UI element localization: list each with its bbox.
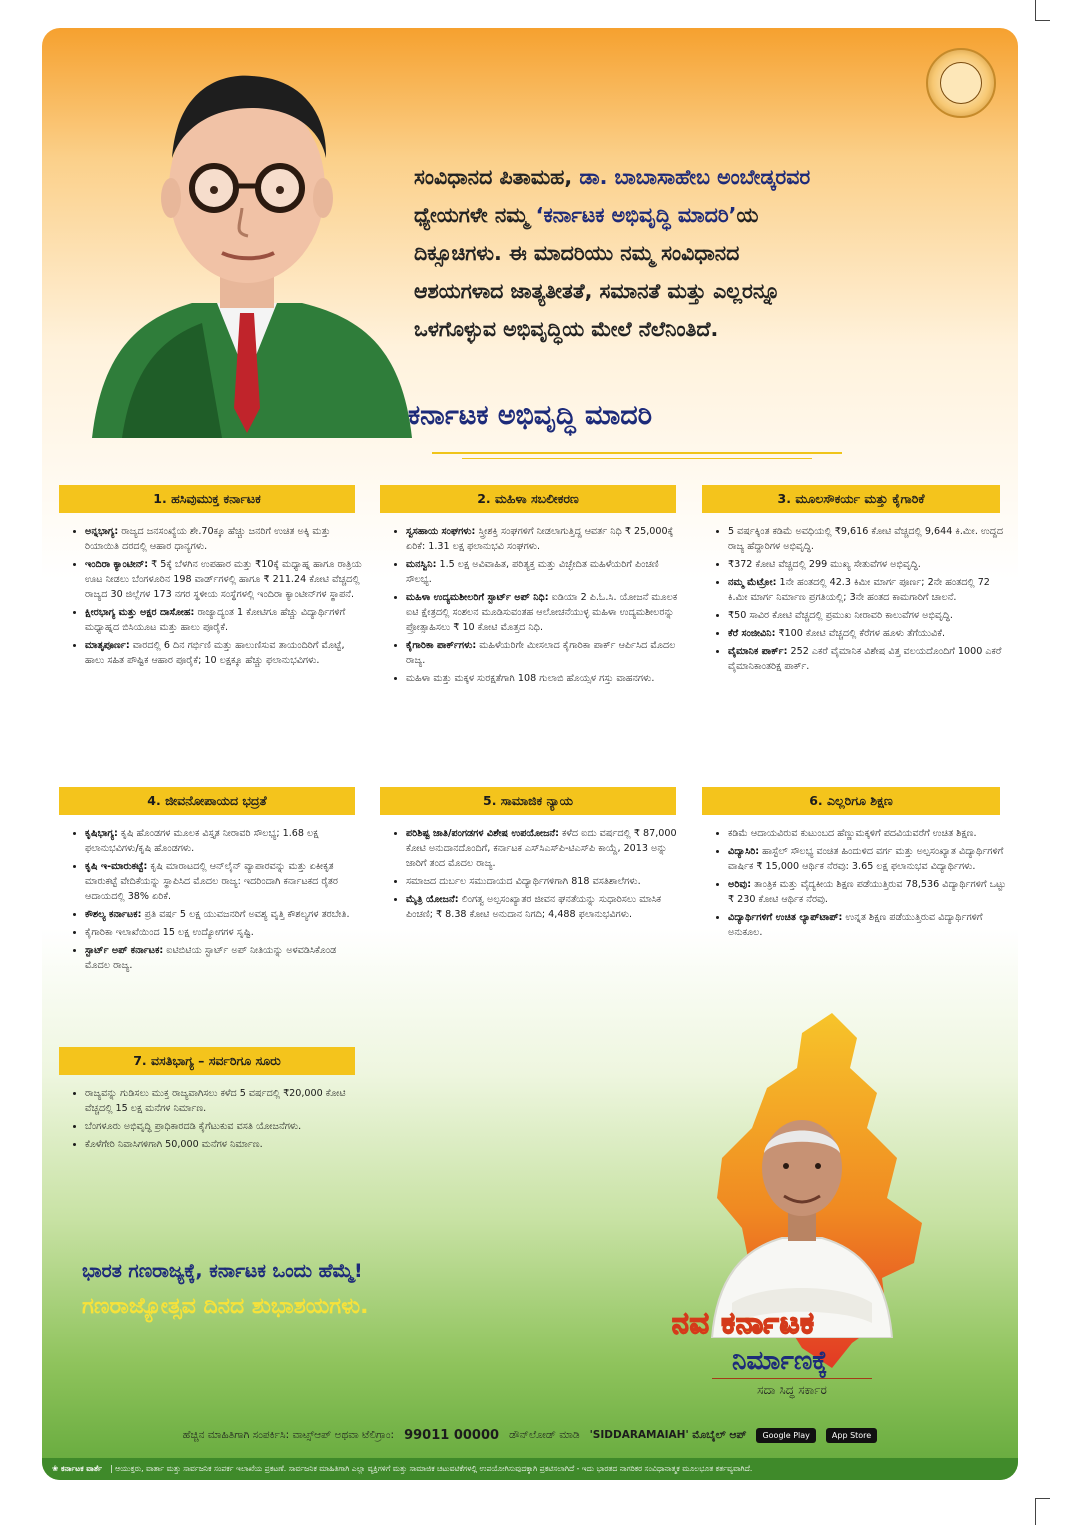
greeting-line-1: ಭಾರತ ಗಣರಾಜ್ಯಕ್ಕೆ, ಕರ್ನಾಟಕ ಒಂದು ಹೆಮ್ಮೆ! <box>82 1260 363 1282</box>
quote-line-2-model: ‘ಕರ್ನಾಟಕ ಅಭಿವೃದ್ಧಿ ಮಾದರಿ’ <box>535 203 737 227</box>
section-list-1 <box>59 524 363 671</box>
item-text: ₹ 5ಕ್ಕೆ ಬೆಳಗಿನ ಉಪಹಾರ ಮತ್ತು ₹10ಕ್ಕೆ ಮಧ್ಯಾಹ್ನ ಹಾಗೂ ರಾತ್ರಿಯ ಊಟ ನೀಡಲು ಬೆಂಗಳೂರಿನ 198 ವಾರ್ಡ್‌ಗಳಲ್ಲಿ ಹಾಗೂ ₹ 211.24 ಕೋಟಿ ವೆಚ್ಚದಲ್ಲಿ ರಾಜ್ಯದ 30 ಜಿಲ್ಲೆಗಳ 173 ನಗರ ಸ್ಥಳೀಯ ಸಂಸ್ಥೆಗಳಲ್ಲಿ ಇಂದಿರಾ ಕ್ಯಾಂಟೀನ್‌ಗಳ ಸ್ಥಾಪನೆ. <box>85 559 362 600</box>
list-item <box>728 557 1008 572</box>
item-text: ₹100 ಕೋಟಿ ವೆಚ್ಚದಲ್ಲಿ ಕೆರೆಗಳ ಹೂಳು ತೆಗೆಯುವಿಕೆ. <box>775 628 946 639</box>
list-item <box>728 877 1008 907</box>
item-label: ವಿದ್ಯಾಸಿರಿ: <box>728 846 760 857</box>
item-label: ಇಂದಿರಾ ಕ್ಯಾಂಟೀನ್: <box>85 559 149 570</box>
item-text: ಮಹಿಳೆಯರಿಗೇ ಮೀಸಲಾದ ಕೈಗಾರಿಕಾ ಪಾರ್ಕ್ ಆರ್ಪಿಸಿದ ಮೊದಲ ರಾಜ್ಯ. <box>406 640 676 666</box>
item-label: ಮೈತ್ರಿ ಯೋಜನೆ: <box>406 894 459 905</box>
section-heading-7: 7. ವಸತಿಭಾಗ್ಯ – ಸರ್ವರಿಗೂ ಸೂರು <box>59 1047 355 1075</box>
item-text: ಕೊಳೆಗೇರಿ ನಿವಾಸಿಗಳಿಗಾಗಿ 50,000 ಮನೆಗಳ ನಿರ್ಮಾಣ. <box>85 1139 263 1150</box>
poster <box>42 28 1018 1480</box>
list-item <box>85 1137 363 1152</box>
section-heading-2: 2. ಮಹಿಳಾ ಸಬಲೀಕರಣ <box>380 485 676 513</box>
list-item <box>728 575 1008 605</box>
item-text: ಸ್ತ್ರೀಶಕ್ತಿ ಸಂಘಗಳಿಗೆ ನೀಡಲಾಗುತ್ತಿದ್ದ ಆವರ್ತ ನಿಧಿ ₹ 25,000ಕ್ಕೆ ಏರಿಕೆ: 1.31 ಲಕ್ಷ ಫಲಾನುಭವಿ ಸಂಘಗಳು. <box>406 526 674 552</box>
google-play-badge[interactable]: Google Play <box>756 1428 815 1443</box>
section-heading-5: 5. ಸಾಮಾಜಿಕ ನ್ಯಾಯ <box>380 787 676 815</box>
footer-text: | ಆಯುಕ್ತರು, ವಾರ್ತಾ ಮತ್ತು ಸಾರ್ವಜನಿಕ ಸಂಪರ್ಕ ಇಲಾಖೆಯ ಪ್ರಕಟಣೆ. ಸಾರ್ವಜನಿಕ ಮಾಹಿತಿಗಾಗಿ ಎಲ್ಲಾ ವ್ಯಕ್ತಿಗಳಿಗೆ ಮತ್ತು ಸಾಮಾಜಿಕ ಚಟುವಟಿಕೆಗಳಲ್ಲಿ ಉಪಯೋಗಿಸುವುದಕ್ಕಾಗಿ ಪ್ರಕಟಿಸಲಾಗಿದೆ - ಇದು ಭಾರತದ ನಾಗರಿಕರ ಸಂವಿಧಾನಾತ್ಮಕ ಮೂಲಭೂತ ಕರ್ತವ್ಯವಾಗಿದೆ. <box>110 1464 753 1473</box>
list-item <box>85 907 363 922</box>
list-item <box>728 608 1008 623</box>
model-title: ಕರ್ನಾಟಕ ಅಭಿವೃದ್ಧಿ ಮಾದರಿ <box>408 400 652 431</box>
crop-mark-bottom <box>1035 1498 1050 1525</box>
item-label: ವಿದ್ಯಾರ್ಥಿಗಳಿಗೆ ಉಚಿತ ಲ್ಯಾಪ್‌ಟಾಪ್: <box>728 912 843 923</box>
item-text: ₹372 ಕೋಟಿ ವೆಚ್ಚದಲ್ಲಿ 299 ಮುಖ್ಯ ಸೇತುವೆಗಳ ಅಭಿವೃದ್ಧಿ. <box>728 559 921 570</box>
list-item <box>85 557 363 602</box>
list-item <box>406 638 684 668</box>
quote-line-5: ಒಳಗೊಳ್ಳುವ ಅಭಿವೃದ್ಧಿಯ ಮೇಲೆ ನೆಲೆನಿಂತಿದೆ. <box>414 317 719 341</box>
item-text: ಹಾಸ್ಟೆಲ್ ಸೌಲಭ್ಯ ವಂಚಿತ ಹಿಂದುಳಿದ ವರ್ಗ ಮತ್ತು ಅಲ್ಪಸಂಖ್ಯಾತ ವಿದ್ಯಾರ್ಥಿಗಳಿಗೆ ವಾರ್ಷಿಕ ₹ 15,000 ಆರ್ಥಿಕ ನೆರವು: 3.65 ಲಕ್ಷ ಫಲಾನುಭವ ವಿದ್ಯಾರ್ಥಿಗಳು. <box>728 846 1004 872</box>
item-text: ಐಟಿಬಿಟಿಯ ಸ್ಟಾರ್ಟ್ ಅಪ್ ನೀತಿಯನ್ನು ಅಳವಡಿಸಿಕೊಂಡ ಮೊದಲ ರಾಜ್ಯ. <box>85 945 337 971</box>
item-text: ವಾರದಲ್ಲಿ 6 ದಿನ ಗರ್ಭಿಣಿ ಮತ್ತು ಹಾಲುಣಿಸುವ ತಾಯಂದಿರಿಗೆ ಮೊಟ್ಟೆ, ಹಾಲು ಸಹಿತ ಪೌಷ್ಟಿಕ ಆಹಾರ ಪೂರೈಕೆ; 10 ಲಕ್ಷಕ್ಕೂ ಹೆಚ್ಚು ಫಲಾನುಭವಿಗಳು. <box>85 640 345 666</box>
item-label: ಕೃಷಿ ಇ-ಮಾರುಕಟ್ಟೆ: <box>85 861 148 872</box>
list-item <box>85 859 363 904</box>
item-text: ಕಡಿಮೆ ಆದಾಯವಿರುವ ಕುಟುಂಬದ ಹೆಣ್ಣುಮಕ್ಕಳಿಗೆ ಪದವಿಯವರೆಗೆ ಉಚಿತ ಶಿಕ್ಷಣ. <box>728 828 977 839</box>
app-name: 'SIDDARAMAIAH' ಮೊಬೈಲ್ ಆಪ್ <box>589 1429 747 1441</box>
item-text: ಉನ್ನತ ಶಿಕ್ಷಣ ಪಡೆಯುತ್ತಿರುವ ವಿದ್ಯಾರ್ಥಿಗಳಿಗೆ ಅನುಕೂಲ. <box>728 912 983 938</box>
contact-row <box>42 1428 1018 1443</box>
item-text: ಮಹಿಳಾ ಮತ್ತು ಮಕ್ಕಳ ಸುರಕ್ಷತೆಗಾಗಿ 108 ಗುಲಾಬಿ ಹೊಯ್ಸಳ ಗಸ್ತು ವಾಹನಗಳು. <box>406 673 655 684</box>
section-list-6 <box>702 826 1008 943</box>
item-label: ಕೈಗಾರಿಕಾ ಪಾರ್ಕ್‌ಗಳು: <box>406 640 477 651</box>
item-text: 252 ಎಕರೆ ವೈಮಾನಿಕ ವಿಶೇಷ ವಿತ್ತ ವಲಯದೊಂದಿಗೆ 1000 ಎಕರೆ ವೈಮಾನಿಕಾಂತರಿಕ್ಷ ಪಾರ್ಕ್. <box>728 646 1002 672</box>
item-text: ಐಡಿಯಾ 2 ಪಿ.ಓ.ಸಿ. ಯೋಜನೆ ಮೂಲಕ ಐಟಿ ಕ್ಷೇತ್ರದಲ್ಲಿ ಸಂಶಲನ ಮೂಡಿಸುವಂತಹ ಆಲೋಚನೆಯುಳ್ಳ ಮಹಿಳಾ ಉದ್ಯಮಶೀಲರನ್ನು ಪ್ರೋತ್ಸಾಹಿಸಲು ₹ 10 ಕೋಟಿ ಮೊತ್ತದ ನಿಧಿ. <box>406 592 678 633</box>
item-text: 1ನೇ ಹಂತದಲ್ಲಿ 42.3 ಕಿಮೀ ಮಾರ್ಗ ಪೂರ್ಣ; 2ನೇ ಹಂತದಲ್ಲಿ 72 ಕಿ.ಮೀ ಮಾರ್ಗ ನಿರ್ಮಾಣ ಪ್ರಗತಿಯಲ್ಲಿ; 3ನೇ ಹಂತದ ಕಾಮಗಾರಿಗೆ ಚಾಲನೆ. <box>728 577 990 603</box>
item-text: ಕೃಷಿ ಮಾರಾಟದಲ್ಲಿ ಆನ್‌ಲೈನ್ ವ್ಯಾಪಾರವನ್ನು ಮತ್ತು ಏಕೀಕೃತ ಮಾರುಕಟ್ಟೆ ವೇದಿಕೆಯನ್ನು ಸ್ಥಾಪಿಸಿದ ಮೊದಲ ರಾಜ್ಯ: ಇದರಿಂದಾಗಿ ಕರ್ನಾಟಕದ ರೈತರ ಆದಾಯದಲ್ಲಿ 38% ಏರಿಕೆ. <box>85 861 338 902</box>
item-label: ಮಹಿಳಾ ಉದ್ಯಮಶೀಲರಿಗೆ ಸ್ಟಾರ್ಟ್ ಅಪ್ ನಿಧಿ: <box>406 592 549 603</box>
list-item <box>85 524 363 554</box>
list-item <box>406 671 684 686</box>
item-text: ಕಳೆದ ಐದು ವರ್ಷದಲ್ಲಿ ₹ 87,000 ಕೋಟಿ ಅನುದಾನದೊಂದಿಗೆ, ಕರ್ನಾಟಕ ಎಸ್‌ಸಿಎಸ್‌ಪಿ-ಟಿಎಸ್‌ಪಿ ಕಾಯ್ದೆ, 2013 ಅನ್ನು ಜಾರಿಗೆ ತಂದ ಮೊದಲ ರಾಜ್ಯ. <box>406 828 677 869</box>
section-heading-4: 4. ಜೀವನೋಪಾಯದ ಭದ್ರತೆ <box>59 787 355 815</box>
title-rule-inner <box>462 458 812 459</box>
quote-line-1-prefix: ಸಂವಿಧಾನದ ಪಿತಾಮಹ, <box>414 165 580 189</box>
item-text: ಲಿಂಗತ್ವ ಅಲ್ಪಸಂಖ್ಯಾತರ ಜೀವನ ಘನತೆಯನ್ನು ಸುಧಾರಿಸಲು ಮಾಸಿಕ ಪಿಂಚಣಿ; ₹ 8.38 ಕೋಟಿ ಅನುದಾನ ನಿಗದಿ; 4,488 ಫಲಾನುಭವಿಗಳು. <box>406 894 662 920</box>
footer-bar <box>42 1458 1018 1480</box>
list-item <box>406 874 684 889</box>
item-label: ಅನ್ನಭಾಗ್ಯ: <box>85 526 119 537</box>
item-label: ಮಾತೃಪೂರ್ಣ: <box>85 640 130 651</box>
item-label: ಮನಸ್ವಿನಿ: <box>406 559 437 570</box>
section-list-2 <box>380 524 684 689</box>
list-item <box>728 524 1008 554</box>
quote-line-2-prefix: ಧ್ಯೇಯಗಳೇ ನಮ್ಮ <box>414 203 536 227</box>
download-label: ಡೌನ್‌ಲೋಡ್ ಮಾಡಿ <box>509 1429 580 1441</box>
emblem-seal <box>940 62 982 104</box>
item-label: ಸ್ಟಾರ್ಟ್ ಅಪ್ ಕರ್ನಾಟಕ: <box>85 945 164 956</box>
item-label: ಕೃಷಿಭಾಗ್ಯ: <box>85 828 118 839</box>
item-label: ವೈಮಾನಿಕ ಪಾರ್ಕ್: <box>728 646 788 657</box>
item-text: ಸಮಾಜದ ದುರ್ಬಲ ಸಮುದಾಯದ ವಿದ್ಯಾರ್ಥಿಗಳಿಗಾಗಿ 818 ವಸತಿಶಾಲೆಗಳು. <box>406 876 641 887</box>
footer-brand: ❀ ಕರ್ನಾಟಕ ವಾರ್ತೆ <box>52 1464 103 1473</box>
list-item <box>406 892 684 922</box>
section-list-4 <box>59 826 363 976</box>
quote-line-4: ಆಶಯಗಳಾದ ಜಾತ್ಯತೀತತೆ, ಸಮಾನತೆ ಮತ್ತು ಎಲ್ಲರನ್ನೂ <box>414 279 781 303</box>
list-item <box>728 626 1008 641</box>
list-item <box>85 1086 363 1116</box>
section-list-7 <box>59 1086 363 1155</box>
item-label: ಸ್ವಸಹಾಯ ಸಂಘಗಳು: <box>406 526 476 537</box>
section-heading-3: 3. ಮೂಲಸೌಕರ್ಯ ಮತ್ತು ಕೈಗಾರಿಕೆ <box>702 485 1000 513</box>
list-item <box>406 590 684 635</box>
title-rule <box>432 452 842 454</box>
list-item <box>728 910 1008 940</box>
item-text: ₹50 ಸಾವಿರ ಕೋಟಿ ವೆಚ್ಚದಲ್ಲಿ ಪ್ರಮುಖ ನೀರಾವರಿ ಕಾಲುವೆಗಳ ಅಭಿವೃದ್ಧಿ. <box>728 610 953 621</box>
intro-quote <box>414 158 1004 348</box>
crop-mark-top <box>1035 0 1050 21</box>
item-label: ಅರಿವು: <box>728 879 752 890</box>
list-item <box>406 557 684 587</box>
item-text: ರಾಜ್ಯವನ್ನು ಗುಡಿಸಲು ಮುಕ್ತ ರಾಜ್ಯವಾಗಿಸಲು ಕಳೆದ 5 ವರ್ಷದಲ್ಲಿ ₹20,000 ಕೋಟಿ ವೆಚ್ಚದಲ್ಲಿ 15 ಲಕ್ಷ ಮನೆಗಳ ನಿರ್ಮಾಣ. <box>85 1088 346 1114</box>
item-text: ರಾಜ್ಯದ ಜನಸಂಖ್ಯೆಯ ಶೇ.70ಕ್ಕೂ ಹೆಚ್ಚು ಜನರಿಗೆ ಉಚಿತ ಅಕ್ಕಿ ಮತ್ತು ರಿಯಾಯಿತಿ ದರದಲ್ಲಿ ಆಹಾರ ಧಾನ್ಯಗಳು. <box>85 526 331 552</box>
section-heading-1: 1. ಹಸಿವುಮುಕ್ತ ಕರ್ನಾಟಕ <box>59 485 355 513</box>
contact-prefix: ಹೆಚ್ಚಿನ ಮಾಹಿತಿಗಾಗಿ ಸಂಪರ್ಕಿಸಿ: ವಾಟ್ಸ್‌ಆಪ್ ಅಥವಾ ಟೆಲಿಗ್ರಾಂ: <box>182 1429 395 1441</box>
item-text: ರಾಜ್ಯಾದ್ಯಂತ 1 ಕೋಟಿಗೂ ಹೆಚ್ಚು ವಿದ್ಯಾರ್ಥಿಗಳಿಗೆ ಮಧ್ಯಾಹ್ನದ ಬಿಸಿಯೂಟ ಮತ್ತು ಹಾಲು ಪೂರೈಕೆ. <box>85 607 346 633</box>
list-item <box>85 943 363 973</box>
item-text: 5 ವರ್ಷಕ್ಕಿಂತ ಕಡಿಮೆ ಅವಧಿಯಲ್ಲಿ ₹9,616 ಕೋಟಿ ವೆಚ್ಚದಲ್ಲಿ 9,644 ಕಿ.ಮೀ. ಉದ್ದದ ರಾಜ್ಯ ಹೆದ್ದಾರಿಗಳ ಅಭಿವೃದ್ಧಿ. <box>728 526 1004 552</box>
tagline-line-1: ನವ ಕರ್ನಾಟಕ <box>672 1306 815 1341</box>
list-item <box>85 826 363 856</box>
app-store-badge[interactable]: App Store <box>826 1428 877 1443</box>
section-list-3 <box>702 524 1008 677</box>
item-text: ಬೆಂಗಳೂರು ಅಭಿವೃದ್ಧಿ ಪ್ರಾಧಿಕಾರದಡಿ ಕೈಗೆಟುಕುವ ವಸತಿ ಯೋಜನೆಗಳು. <box>85 1121 302 1132</box>
item-label: ಕ್ಷೀರಭಾಗ್ಯ ಮತ್ತು ಅಕ್ಷರ ದಾಸೋಹ: <box>85 607 195 618</box>
item-text: ಕೈಗಾರಿಕಾ ಇಲಾಖೆಯಿಂದ 15 ಲಕ್ಷ ಉದ್ಯೋಗಗಳ ಸೃಷ್ಟಿ. <box>85 927 254 938</box>
section-list-5 <box>380 826 684 925</box>
greeting-line-2: ಗಣರಾಜ್ಯೋತ್ಸವ ದಿನದ ಶುಭಾಶಯಗಳು. <box>82 1294 369 1319</box>
quote-line-2-suffix: ಯ <box>736 203 759 227</box>
quote-line-3: ದಿಕ್ಸೂಚಿಗಳು. ಈ ಮಾದರಿಯು ನಮ್ಮ ಸಂವಿಧಾನದ <box>414 241 740 265</box>
list-item <box>85 638 363 668</box>
item-text: ಕೃಷಿ ಹೊಂಡಗಳ ಮೂಲಕ ವಿಸ್ತೃತ ನೀರಾವರಿ ಸೌಲಭ್ಯ; 1.68 ಲಕ್ಷ ಫಲಾನುಭವಿಗಳು/ಕೃಷಿ ಹೊಂಡಗಳು. <box>85 828 319 854</box>
section-heading-6: 6. ಎಲ್ಲರಿಗೂ ಶಿಕ್ಷಣ <box>702 787 1000 815</box>
item-label: ನಮ್ಮ ಮೆಟ್ರೋ: <box>728 577 777 588</box>
item-label: ಕೌಶಲ್ಯ ಕರ್ನಾಟಕ: <box>85 909 142 920</box>
list-item <box>85 605 363 635</box>
karnataka-emblem-icon <box>926 48 996 118</box>
contact-number[interactable]: 99011 00000 <box>404 1428 500 1443</box>
quote-line-2 <box>414 196 1004 234</box>
list-item <box>85 925 363 940</box>
ambedkar-portrait <box>82 48 412 438</box>
chief-minister-photo <box>702 1088 902 1338</box>
item-text: ಪ್ರತಿ ವರ್ಷ 5 ಲಕ್ಷ ಯುವಜನರಿಗೆ ಅವಶ್ಯ ವೃತ್ತಿ ಕೌಶಲ್ಯಗಳ ತರಬೇತಿ. <box>141 909 350 920</box>
list-item <box>406 826 684 871</box>
item-text: ತಾಂತ್ರಿಕ ಮತ್ತು ವೈದ್ಯಕೀಯ ಶಿಕ್ಷಣ ಪಡೆಯುತ್ತಿರುವ 78,536 ವಿದ್ಯಾರ್ಥಿಗಳಿಗೆ ಒಟ್ಟು ₹ 230 ಕೋಟಿ ಆರ್ಥಿಕ ನೆರವು. <box>728 879 1007 905</box>
list-item <box>728 844 1008 874</box>
tagline-line-2: ನಿರ್ಮಾಣಕ್ಕೆ <box>732 1346 828 1376</box>
quote-line-1 <box>414 158 1004 196</box>
item-label: ಪರಿಶಿಷ್ಟ ಜಾತಿ/ಪಂಗಡಗಳ ವಿಶೇಷ ಉಪಯೋಜನೆ: <box>406 828 559 839</box>
list-item <box>85 1119 363 1134</box>
item-text: 1.5 ಲಕ್ಷ ಅವಿವಾಹಿತ, ಪರಿತ್ಯಕ್ತ ಮತ್ತು ವಿಚ್ಛೇದಿತ ಮಹಿಳೆಯರಿಗೆ ಪಿಂಚಣಿ ಸೌಲಭ್ಯ. <box>406 559 659 585</box>
list-item <box>728 644 1008 674</box>
item-label: ಕೆರೆ ಸಂಜೀವಿನಿ: <box>728 628 776 639</box>
tagline-line-3: ಸದಾ ಸಿದ್ಧ ಸರ್ಕಾರ <box>712 1378 872 1398</box>
list-item <box>728 826 1008 841</box>
quote-line-1-name: ಡಾ. ಬಾಬಾಸಾಹೇಬ ಅಂಬೇಡ್ಕರವರ <box>579 165 811 189</box>
list-item <box>406 524 684 554</box>
